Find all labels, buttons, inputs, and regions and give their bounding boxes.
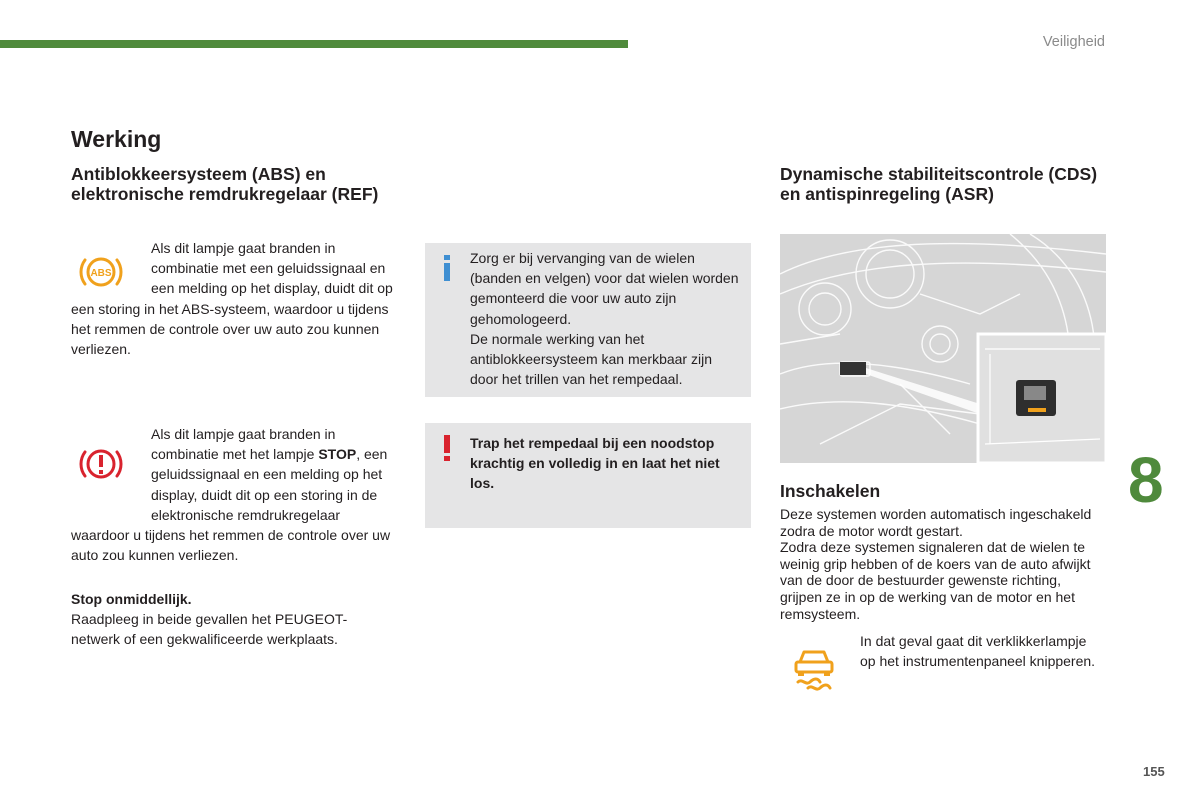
abs-paragraph-2-text-b: , een geluidssignaal en een melding op het display, duidt dit op een storing in de elektronische remdrukregelaar waardoor u tijdens het remmen de controle over uw auto zou kunnen verliezen. xyxy=(71,446,391,564)
info-box xyxy=(425,243,751,397)
abs-heading: Antiblokkeersysteem (ABS) en elektronische remdrukregelaar (REF) xyxy=(71,164,379,204)
cds-heading: Dynamische stabiliteitscontrole (CDS) en antispinregeling (ASR) xyxy=(780,164,1098,204)
section-label: Veiligheid xyxy=(1042,34,1105,50)
lamp-text: In dat geval gaat dit verklikkerlampje op het instrumentenpaneel knipperen. xyxy=(860,633,1096,670)
abs-paragraph-1-text: Als dit lampje gaat branden in combinatie met een geluidssignaal en een melding op het display, duidt dit op een storing in het ABS-systeem, waardoor u tijdens het remmen de controle over uw auto zou kunnen verliezen. xyxy=(71,240,393,358)
warning-icon xyxy=(439,433,457,463)
stability-control-icon xyxy=(790,646,838,694)
abs-warning-icon xyxy=(77,250,125,294)
stop-text: Raadpleeg in beide gevallen het PEUGEOT-netwerk of een gekwalificeerde werkplaats. xyxy=(71,611,348,648)
chapter-number: 8 xyxy=(1128,444,1164,516)
stop-paragraph xyxy=(71,589,393,650)
page-title: Werking xyxy=(71,126,162,152)
brake-icon-wrap xyxy=(71,424,151,506)
svg-text:ABS: ABS xyxy=(90,268,112,279)
warning-box xyxy=(425,423,751,528)
dashboard-illustration xyxy=(780,234,1106,463)
abs-paragraph-2-text-a: Als dit lampje gaat branden in combinatie met het lampje xyxy=(151,426,336,463)
info-icon xyxy=(439,253,457,283)
header-bar xyxy=(0,40,628,48)
page-number: 155 xyxy=(1143,764,1165,779)
abs-section-heading xyxy=(71,164,401,204)
brake-warning-icon xyxy=(77,442,125,486)
stop-title: Stop onmiddellijk. xyxy=(71,591,192,607)
inschakelen-text: Deze systemen worden automatisch ingeschakeld zodra de motor wordt gestart. Zodra deze systemen signaleren dat de wielen te weinig grip hebben of de koers van de auto afwijkt van de door de bestuurder gewenste richting, grijpen ze in op de werking van de motor en het remsysteem. xyxy=(780,506,1092,622)
cds-section-heading xyxy=(780,164,1120,204)
warning-box-text: Trap het rempedaal bij een noodstop krachtig en volledig in en laat het niet los. xyxy=(470,435,720,492)
dashboard-drawing xyxy=(780,234,1106,463)
abs-paragraph-1 xyxy=(71,238,393,359)
inschakelen-heading: Inschakelen xyxy=(780,481,881,501)
stop-keyword: STOP xyxy=(318,446,357,463)
abs-icon-wrap xyxy=(71,238,151,298)
abs-paragraph-2 xyxy=(71,424,393,565)
info-box-text: Zorg er bij vervanging van de wielen (banden en velgen) voor dat wielen worden gemonteerd die voor uw auto zijn gehomologeerd. De normale werking van het antiblokkeersysteem kan merkbaar zijn door het trillen van het rempedaal. xyxy=(470,250,739,388)
